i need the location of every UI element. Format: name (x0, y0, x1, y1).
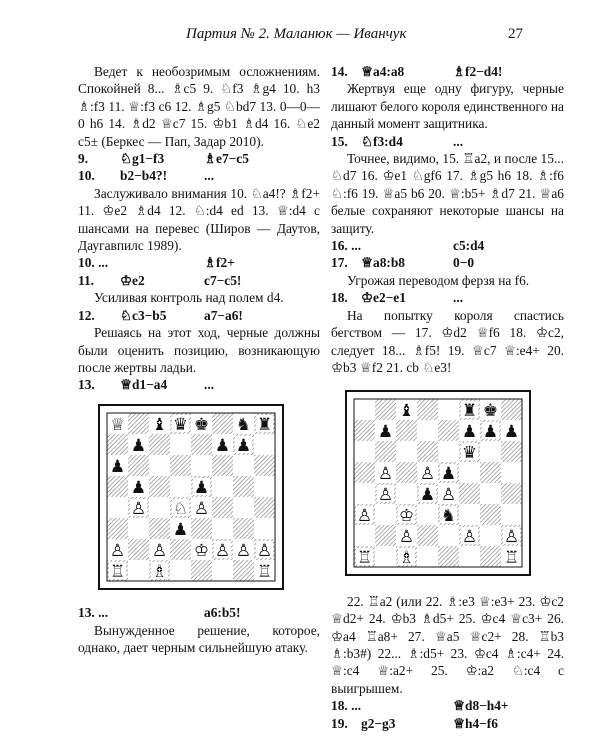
move-line: 12. ♘c3−b5 a7−a6! (78, 307, 243, 323)
dark-square (396, 462, 417, 483)
chess-piece-h8: ♜ (256, 414, 273, 435)
dark-square (501, 399, 522, 420)
dark-square (191, 560, 212, 581)
move-line: 15. ♘f3:d4 ... (331, 133, 464, 149)
dark-square (128, 455, 149, 476)
chess-piece-g8: ♞ (235, 414, 252, 435)
chess-piece-g8: ♚ (482, 401, 499, 422)
chess-piece-b7: ♟ (130, 435, 147, 456)
dark-square (149, 476, 170, 497)
chess-piece-f2: ♙ (214, 540, 231, 561)
dark-square (128, 413, 149, 434)
chess-piece-c2: ♙ (398, 527, 415, 548)
chess-piece-f8: ♜ (461, 401, 478, 422)
chess-diagram-1 (98, 404, 320, 594)
dark-square (438, 546, 459, 567)
chess-piece-e5: ♟ (440, 464, 457, 485)
chess-piece-f6: ♛ (461, 443, 478, 464)
chess-piece-a1: ♖ (356, 548, 373, 569)
dark-square (107, 518, 128, 539)
dark-square (170, 539, 191, 560)
dark-square (417, 441, 438, 462)
chess-board (345, 390, 531, 576)
dark-square (354, 462, 375, 483)
page-header (0, 26, 600, 48)
paragraph: Вынужденное решение, которое, однако, дает черным сильнейшую атаку. (78, 622, 320, 655)
chess-piece-a3: ♙ (356, 506, 373, 527)
move-line: 11. ♔e2 c7−c5! (78, 272, 242, 288)
dark-square (354, 420, 375, 441)
chess-piece-d5: ♙ (419, 464, 436, 485)
move-line: 13. ♕d1−a4 ... (78, 377, 215, 393)
chess-piece-a8: ♕ (109, 414, 126, 435)
chess-piece-c2: ♙ (151, 540, 168, 561)
chess-piece-f2: ♙ (461, 527, 478, 548)
dark-square (417, 399, 438, 420)
chess-piece-a6: ♟ (109, 456, 126, 477)
dark-square (149, 434, 170, 455)
paragraph: Угрожая переводом ферзя на f6. (347, 272, 530, 288)
dark-square (417, 525, 438, 546)
chess-piece-b4: ♙ (377, 485, 394, 506)
chess-piece-h1: ♖ (256, 561, 273, 582)
dark-square (501, 441, 522, 462)
dark-square (128, 539, 149, 560)
chess-piece-b5: ♟ (130, 477, 147, 498)
chess-piece-b4: ♙ (130, 498, 147, 519)
chess-piece-e8: ♚ (193, 414, 210, 435)
dark-square (438, 420, 459, 441)
move-line: 9. ♘g1−f3 ♗e7−c5 (78, 151, 249, 167)
paragraph: Решаясь на этот ход, черные должны были оценить позицию, возникающую после жертвы ладьи. (78, 325, 320, 375)
chess-piece-h7: ♟ (503, 422, 520, 443)
dark-square (375, 441, 396, 462)
chess-piece-g7: ♟ (482, 422, 499, 443)
chess-piece-d8: ♛ (172, 414, 189, 435)
move-line: 14. ♕a4:a8 ♗f2−d4! (331, 64, 503, 79)
chess-piece-g7: ♟ (235, 435, 252, 456)
paragraph: На попытку короля спастись бегством — 17. ♔d2 ♕f6 18. ♔c2, следует 18... ♗f5! 19. ♕c7 ♕:e4+ 20. ♔b3 ♕f2 21. cb ♘e3! (331, 307, 564, 375)
dark-square (233, 476, 254, 497)
paragraph: Усиливая контроль над полем d4. (94, 290, 284, 306)
dark-square (501, 483, 522, 504)
dark-square (375, 399, 396, 420)
chess-piece-d4: ♟ (419, 485, 436, 506)
chess-piece-e4: ♙ (440, 485, 457, 506)
right-column (331, 63, 564, 732)
chess-piece-f7: ♟ (461, 422, 478, 443)
dark-square (480, 546, 501, 567)
chess-piece-e2: ♔ (193, 540, 210, 561)
dark-square (480, 462, 501, 483)
dark-square (107, 476, 128, 497)
chess-piece-e4: ♙ (193, 498, 210, 519)
paragraph: Заслуживало внимания 10. ♘a4!? ♗f2+ 11. ♔e2 ♗d4 12. ♘:d4 ed 13. ♕:d4 с шансами на перевес (Широв — Даутов, Даугавпилс 1989). (78, 185, 320, 254)
move-line: 16. ... c5:d4 (331, 238, 485, 254)
dark-square (149, 518, 170, 539)
chess-piece-a2: ♙ (109, 540, 126, 561)
chess-piece-c8: ♝ (398, 401, 415, 422)
paragraph: 22. ♖a2 (или 22. ♗:e3 ♕:e3+ 23. ♔c2 ♕d2+ 24. ♔b3 ♗d5+ 25. ♔c4 ♕c3+ 26. ♔a4 ♖a8+ 27. ♕a5 ♕c2+ 28. ♖b3 ♗:b3#) 22... ♗:d5+ 23. ♔c4 ♗:c4+ 24. ♕:c4 ♕:a2+ 25. ♔:a2 ♘:c4 с выигрышем. (331, 593, 564, 696)
move-line: 10. b2−b4?! ... (78, 168, 215, 184)
dark-square (170, 455, 191, 476)
chess-piece-g2: ♙ (235, 540, 252, 561)
chess-board (98, 404, 284, 590)
dark-square (107, 434, 128, 455)
dark-square (254, 497, 275, 518)
paragraph: Жертвуя еще одну фигуру, черные лишают белого короля единственного на данный момент защитника. (331, 81, 564, 132)
left-column (78, 63, 320, 656)
dark-square (480, 504, 501, 525)
move-line: 17. ♕a8:b8 0−0 (331, 255, 475, 271)
chess-piece-h2: ♙ (256, 540, 273, 561)
move-line: 18. ... ♕d8−h4+ (331, 698, 509, 714)
move-line: 13. ... a6:b5! (78, 605, 241, 621)
chess-piece-c1: ♗ (398, 548, 415, 569)
dark-square (191, 518, 212, 539)
dark-square (212, 455, 233, 476)
chess-piece-e3: ♞ (440, 506, 457, 527)
chess-piece-f7: ♟ (214, 435, 231, 456)
chess-piece-a1: ♖ (109, 561, 126, 582)
chess-piece-b5: ♙ (377, 464, 394, 485)
chess-diagram-2 (345, 390, 564, 580)
page-number: 27 (508, 26, 523, 42)
paragraph: Ведет к необозримым осложнениям. Спокойней 8... ♗c5 9. ♘f3 ♗g4 10. h3 ♗:f3 11. ♕:f3 c6 12. ♗g5 ♘bd7 13. 0—0—0 h6 14. ♗d2 ♕c7 15. ♔b1 ♗d4 16. ♘e2 c5± (Беркес — Пап, Задар 2010). (78, 64, 320, 149)
chess-piece-c1: ♗ (151, 561, 168, 582)
dark-square (233, 560, 254, 581)
dark-square (375, 525, 396, 546)
dark-square (254, 455, 275, 476)
dark-square (233, 518, 254, 539)
chess-piece-d3: ♟ (172, 519, 189, 540)
chess-piece-c8: ♝ (151, 414, 168, 435)
chess-piece-h2: ♙ (503, 527, 520, 548)
move-line: 10. ... ♗f2+ (78, 255, 235, 271)
running-title: Партия № 2. Маланюк — Иванчук (186, 26, 407, 42)
paragraph: Точнее, видимо, 15. ♖a2, и после 15... ♘d7 16. ♔e1 ♘gf6 17. ♗g5 h6 18. ♗:f6 ♘:f6 19. ♕a5 b6 20. ♕:b5+ ♗d7 21. ♕a6 белые сохраняют некоторые шансы на защиту. (331, 151, 564, 236)
chess-piece-d4: ♘ (172, 498, 189, 519)
chess-piece-h1: ♖ (503, 548, 520, 569)
dark-square (191, 434, 212, 455)
move-line: 19. g2−g3 ♕h4−f6 (331, 715, 498, 731)
chess-piece-e5: ♟ (193, 477, 210, 498)
dark-square (459, 483, 480, 504)
dark-square (212, 413, 233, 434)
chess-piece-c3: ♔ (398, 506, 415, 527)
chess-piece-b7: ♟ (377, 422, 394, 443)
move-line: 18. ♔e2−e1 ... (331, 290, 464, 306)
dark-square (396, 420, 417, 441)
dark-square (212, 497, 233, 518)
